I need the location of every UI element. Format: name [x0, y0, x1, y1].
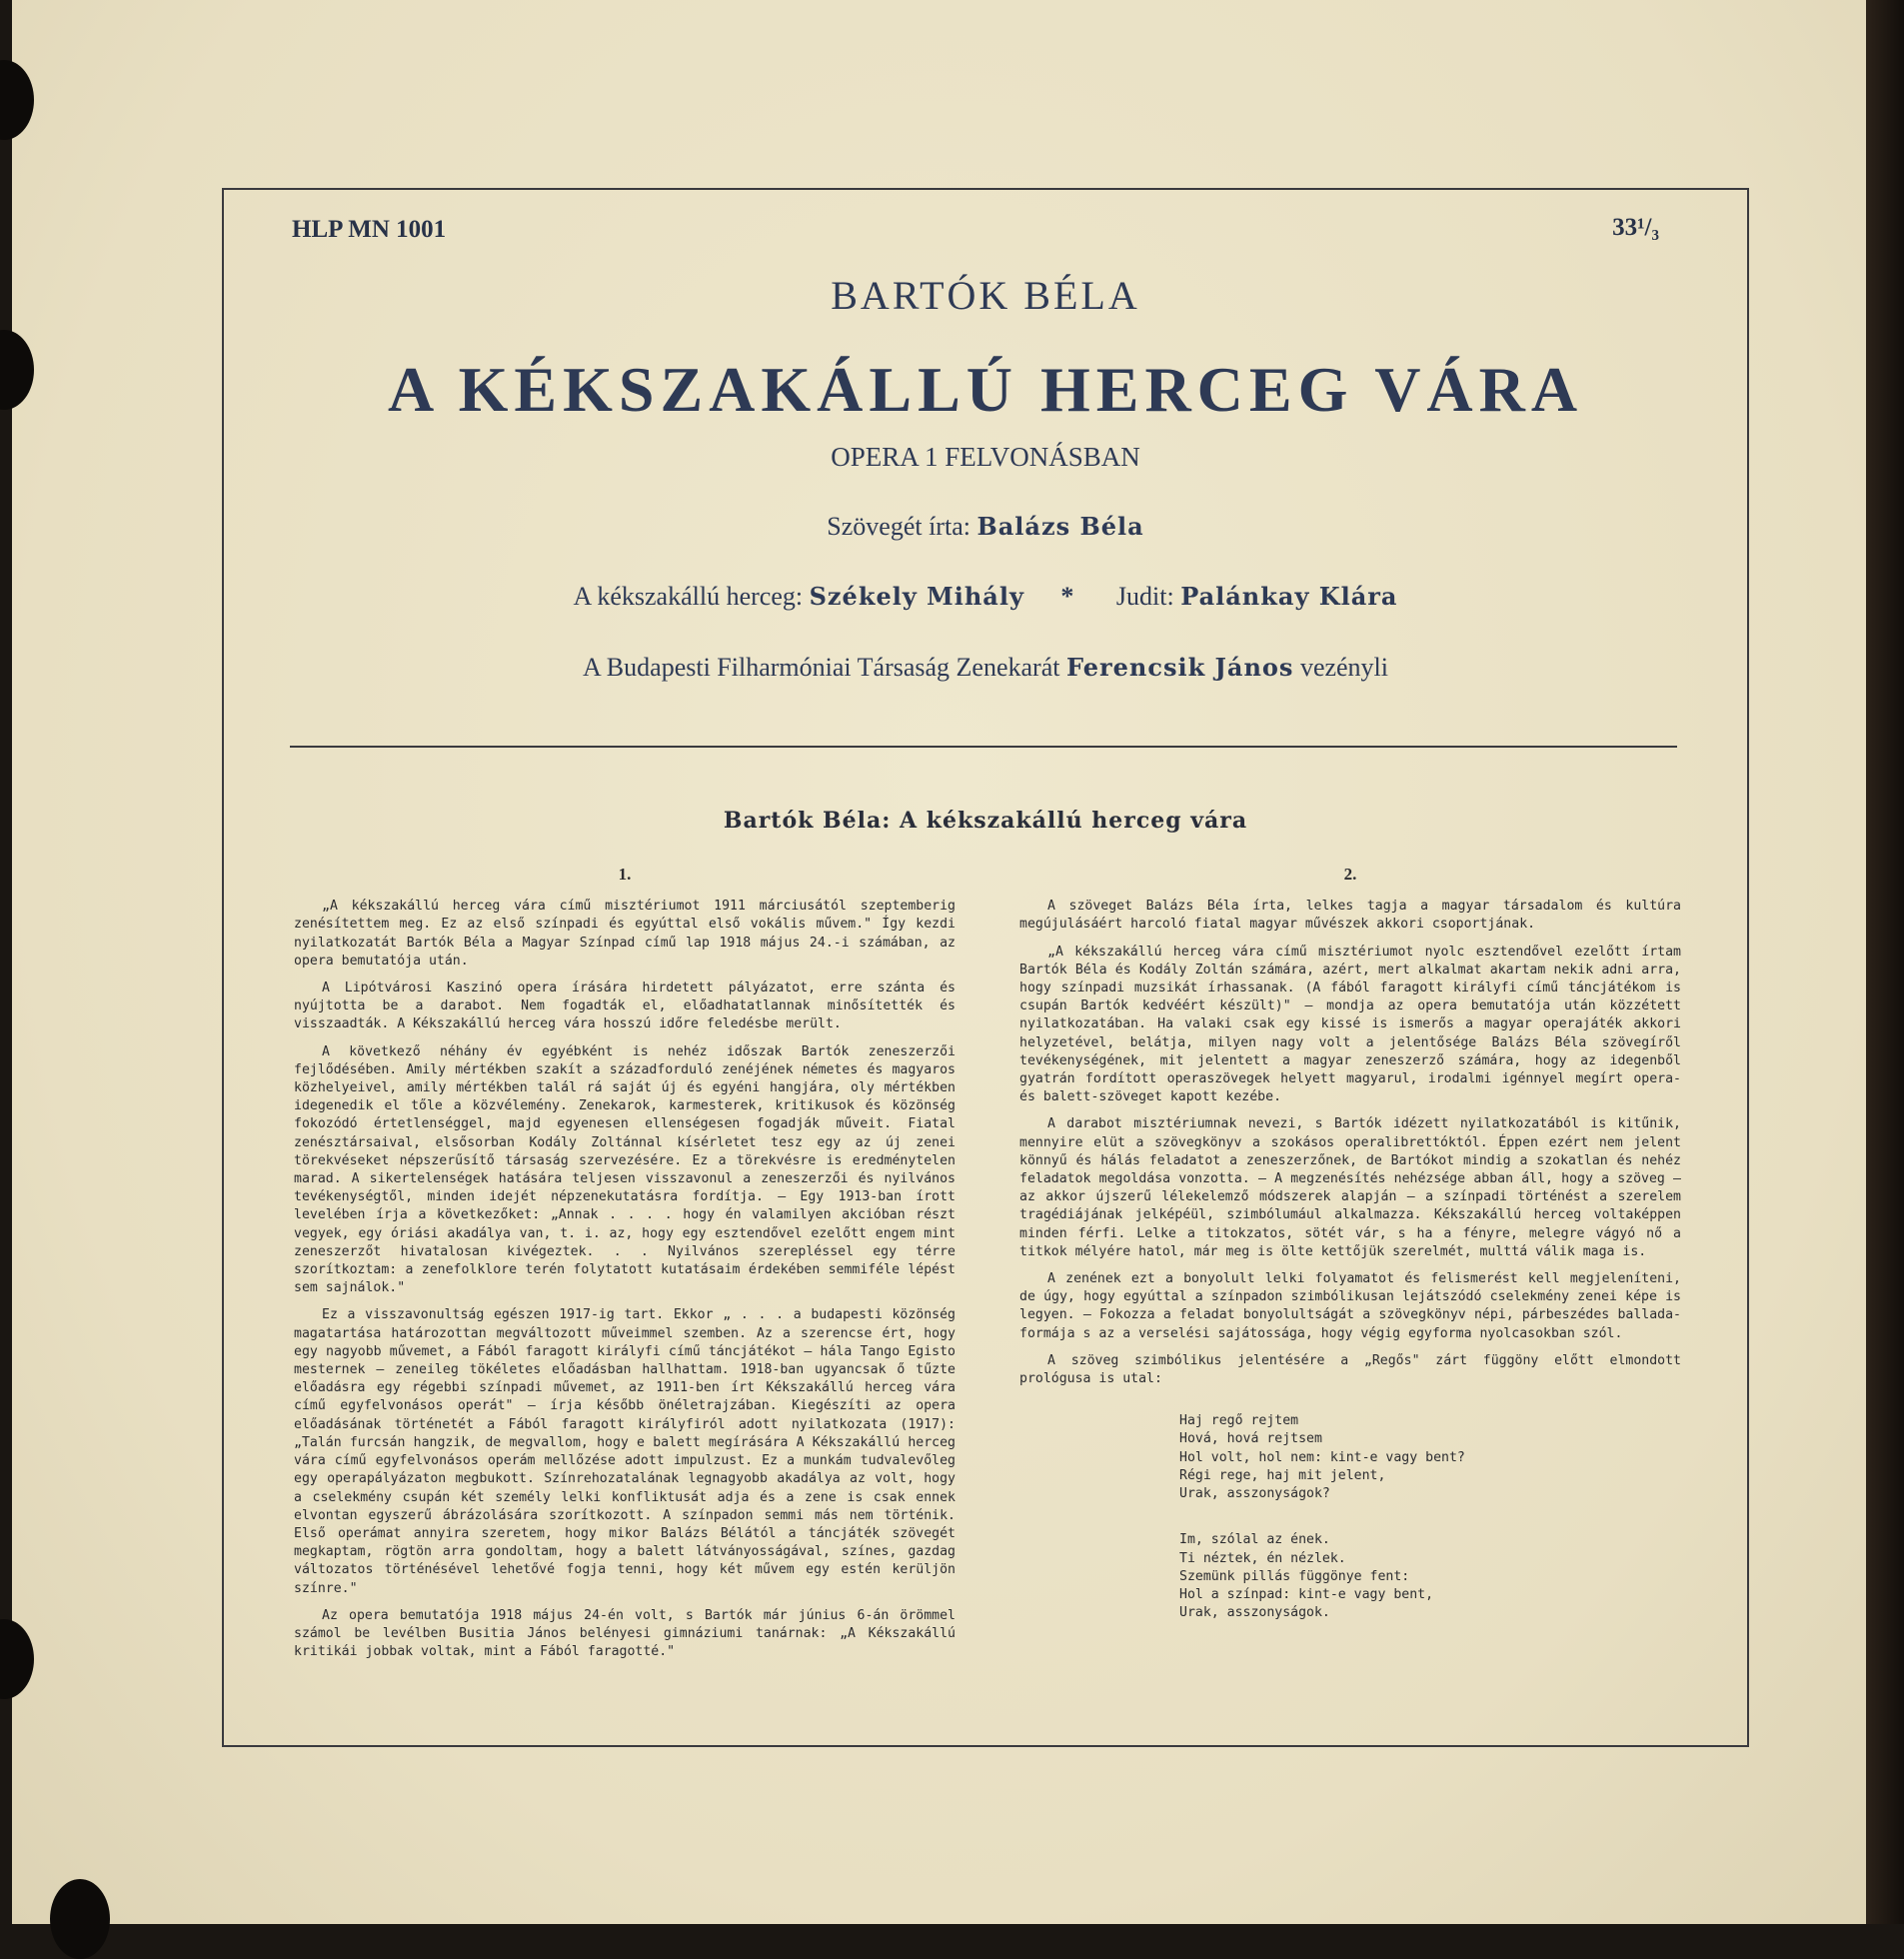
poem-line: Urak, asszonyságok? — [1179, 1486, 1330, 1502]
column-number: 1. — [618, 865, 632, 884]
poem-stanza — [1179, 1531, 1681, 1622]
poem-line: Im, szólal az ének. — [1179, 1532, 1330, 1548]
poem-line: Szemünk pillás függönye fent: — [1179, 1568, 1410, 1584]
paragraph: „A kékszakállú herceg vára című misztériumot 1911 márciusától szeptemberig zenésítettem meg. Ez az első színpadi és egyúttal első vokális művem." Így kezdi nyilatkozatát Bartók Béla a Magyar Színpad című lap 1918 május 24.-i számában, az opera bemutatója után. — [294, 899, 955, 969]
content-frame — [222, 188, 1749, 1747]
paragraph: Ez a visszavonultság egészen 1917-ig tart. Ekkor „ . . . a budapesti közönség magatartása határozottan megváltozott műveimmel szemben. Az a szerencse ért, hogy egy nagyobb művemet, a Fából faragott királyfi című táncjátékot — hála Tango Egisto mesternek — zeneileg tökéletes előadásban hallhattam. 1918-ban ugyancsak ő tűzte előadásra egy régebbi színpadi művemet, az 1911-ben írt Kékszakállú herceg vára című egyfelvonásos operát" — írja később önéletrajzában. Kiegészíti az opera előadásának történetét a Fából faragott királyfiról adott nyilatkozata (1917): „Talán furcsán hangzik, de megvallom, hogy e balett megírására A Kékszakállú herceg vára című egyfelvonásos operám mellőzése adott impulzust. Ez a munkám tudvalevőleg egy operapályázaton megbukott. Színrehozatalának legnagyobb akadálya az volt, hogy a cselekmény csupán két személy lelki konfliktusát adja és a zene is csak ennek elvontan egyszerű ábrázolására szorítkozott. A színpadon semmi más nem történik. Első operámat annyira szeretem, hogy mikor Balázs Bélától a táncjáték szövegét megkaptam, rögtön arra gondoltam, hogy a balett látványosságával, színes, gazdag változatos történésével lehetővé fogja tenni, hogy két művem egy estén kerüljön színre." — [294, 1307, 955, 1596]
separator-star: * — [1060, 582, 1074, 611]
paragraph: A Lipótvárosi Kaszinó opera írására hirdetett pályázatot, erre szánta és nyújtotta be a darabot. Nem fogadták el, előadhatatlannak minősítették és visszaadták. A Kékszakállú herceg vára hosszú időre feledésbe merült. — [294, 980, 955, 1032]
paragraph: Az opera bemutatója 1918 május 24-én volt, s Bartók már június 6-án örömmel számol be levélben Busitia János belényesi gimnáziumi tanárnak: „A Kékszakállú kritikái jobbak voltak, mint a Fából faragotté." — [294, 1607, 955, 1660]
poem-line: Hol volt, hol nem: kint-e vagy bent? — [1179, 1449, 1465, 1465]
record-sleeve — [12, 0, 1877, 1924]
paragraph: A zenének ezt a bonyolult lelki folyamatot és felismerést kell megjeleníteni, de úgy, hogy egyúttal a színpadon szimbólikusan lejátszódó cselekmény zenei képe is legyen. — Fokozza a feladat bonyolultságát a szövegkönyv népi, párbeszédes ballada-formája s az a verselési sajátossága, hogy végig egyforma nyolcasokban szól. — [1019, 1271, 1681, 1341]
article-column-1 — [294, 866, 955, 1670]
bluebeard-role-label: A kékszakállú herceg: — [573, 582, 804, 611]
background-shadow — [50, 1879, 110, 1959]
prologue-poem — [1179, 1412, 1681, 1622]
paragraph: „A kékszakállú herceg vára című misztériumot nyolc esztendővel ezelőtt írtam Bartók Béla és Kodály Zoltán számára, azért, mert alkalmat akartam nekik adni arra, hogy színpadi muzsikát írhassanak. (A fából faragott királyfi című táncjátékom is csupán Bartók kedvéért készült)" — mondja az opera bemutatója után közzétett nyilatkozatában. Ha valaki csak egy kissé is ismerős a magyar operajáték akkori helyzetével, belátja, milyen nagy volt a jelentősége Balázs Béla szövegíről tevékenységének, mit jelentett a magyar zeneszerző számára, hogy az idegenből gyatrán fordított operaszövegek helyett magyarul, irodalmi igénnyel megírt opera- és balett-szöveget kapott kezébe. — [1019, 944, 1681, 1105]
paragraph: A szöveget Balázs Béla írta, lelkes tagja a magyar társadalom és kultúra megújulásáért harcoló fiatal magyar művészek akkori csoportjának. — [1019, 899, 1681, 933]
poem-line: Urak, asszonyságok. — [1179, 1605, 1330, 1621]
bluebeard-singer-name: Székely Mihály — [809, 582, 1024, 611]
poem-stanza — [1179, 1412, 1681, 1503]
paragraph: A következő néhány év egyébként is nehéz időszak Bartók zeneszerzői fejlődésében. Amily mértékben szakít a századforduló zenéjének németes és magyaros közhelyeivel, amily mértékben talál rá saját új és egyéni hangjára, oly mértékben idegenedik el tőle a közvélemény. Zenekarok, karmesterek, kritikusok és közönség fokozódó értetlenséggel, majd egyenesen ellenségesen fogadják műveit. Fiatal zenésztársaival, elsősorban Kodály Zoltánnal kísérletet tesz egy az új zenei törekvéseket népszerűsítő társaság szervezésére. Ez a törekvésre is eredménytelen marad. A sikertelenségek hatására teljesen visszavonul a zeneszerzői és nyilvános tevékenységtől, minden idejét népzenekutatásra fordítja. — Egy 1913-ban írott levelében írja a következőket: „Annak . . . . hogy én valamilyen akcióban részt vegyek, egy óriási akadálya van, t. i. az, hogy egy esztendővel ezelőtt engem mint zeneszerzőt hivatalosan kivégeztek. . . Nyilvános szerepléssel egy térre szorítkoztam: a zenefolklore terén folytatott kutatásaim érdekében semmiféle lépést sem sajnálok." — [294, 1043, 955, 1296]
conductor-verb: vezényli — [1299, 653, 1389, 682]
column-number: 2. — [1343, 865, 1357, 884]
article-column-2 — [1019, 866, 1681, 1650]
poem-line: Haj regő rejtem — [1179, 1413, 1299, 1429]
paragraph: A darabot misztériumnak nevezi, s Bartók idézett nyilatkozatából is kitűnik, mennyire elüt a szövegkönyv a szokásos operalibrettóktól. Éppen ezért nem jelent könnyű és hálás feladatot a zeneszerzőnek, de Bartókot mindig a szokatlan és nehéz feladatok megoldása vonzotta. — A megzenésítés nehézsége abban áll, hogy a szöveg — az akkor újszerű lélekelemző módszerek alapján — a színpadi történést a szerelem tragédiájának jelképéül, szimbólumául alkalmazza. Kékszakállú herceg voltaképpen minden férfi. Lelke a titokzatos, sötét vár, s ha a fényre, melegre vágyó nő a titkok mélyére hatol, már meg is ölte kettőjük szerelmét, multtá válik maga is. — [1019, 1116, 1681, 1259]
poem-line: Hová, hová rejtsem — [1179, 1431, 1322, 1447]
libretto-label: Szövegét írta: — [827, 512, 970, 541]
article-title: Bartók Béla: A kékszakállú herceg vára — [723, 808, 1248, 834]
orchestra-credit — [224, 653, 1747, 683]
orchestra-name: A Budapesti Filharmóniai Társaság Zenekarát — [582, 653, 1060, 682]
opera-title: A KÉKSZAKÁLLÚ HERCEG VÁRA — [387, 354, 1584, 425]
librettist-name: Balázs Béla — [976, 512, 1144, 541]
libretto-credit — [224, 512, 1747, 542]
poem-line: Hol a színpad: kint-e vagy bent, — [1179, 1586, 1434, 1602]
poem-line: Régi rege, haj mit jelent, — [1179, 1467, 1386, 1483]
sleeve-spine-edge — [1866, 0, 1904, 1924]
composer-name: BARTÓK BÉLA — [831, 273, 1140, 318]
judit-role-label: Judit: — [1115, 582, 1174, 611]
conductor-name: Ferencsik János — [1065, 653, 1294, 682]
paragraph: A szöveg szimbólikus jelentésére a „Regős" zárt függöny előtt elmondott prológusa is utal: — [1019, 1352, 1681, 1387]
poem-line: Ti néztek, én nézlek. — [1179, 1550, 1346, 1566]
opera-subtitle: OPERA 1 FELVONÁSBAN — [831, 442, 1140, 472]
catalog-number: HLP MN 1001 — [292, 216, 447, 243]
cast-credit — [224, 582, 1747, 612]
judit-singer-name: Palánkay Klára — [1180, 582, 1398, 611]
divider-rule — [290, 746, 1677, 748]
playback-speed: 33¹/₃ — [1612, 214, 1659, 241]
